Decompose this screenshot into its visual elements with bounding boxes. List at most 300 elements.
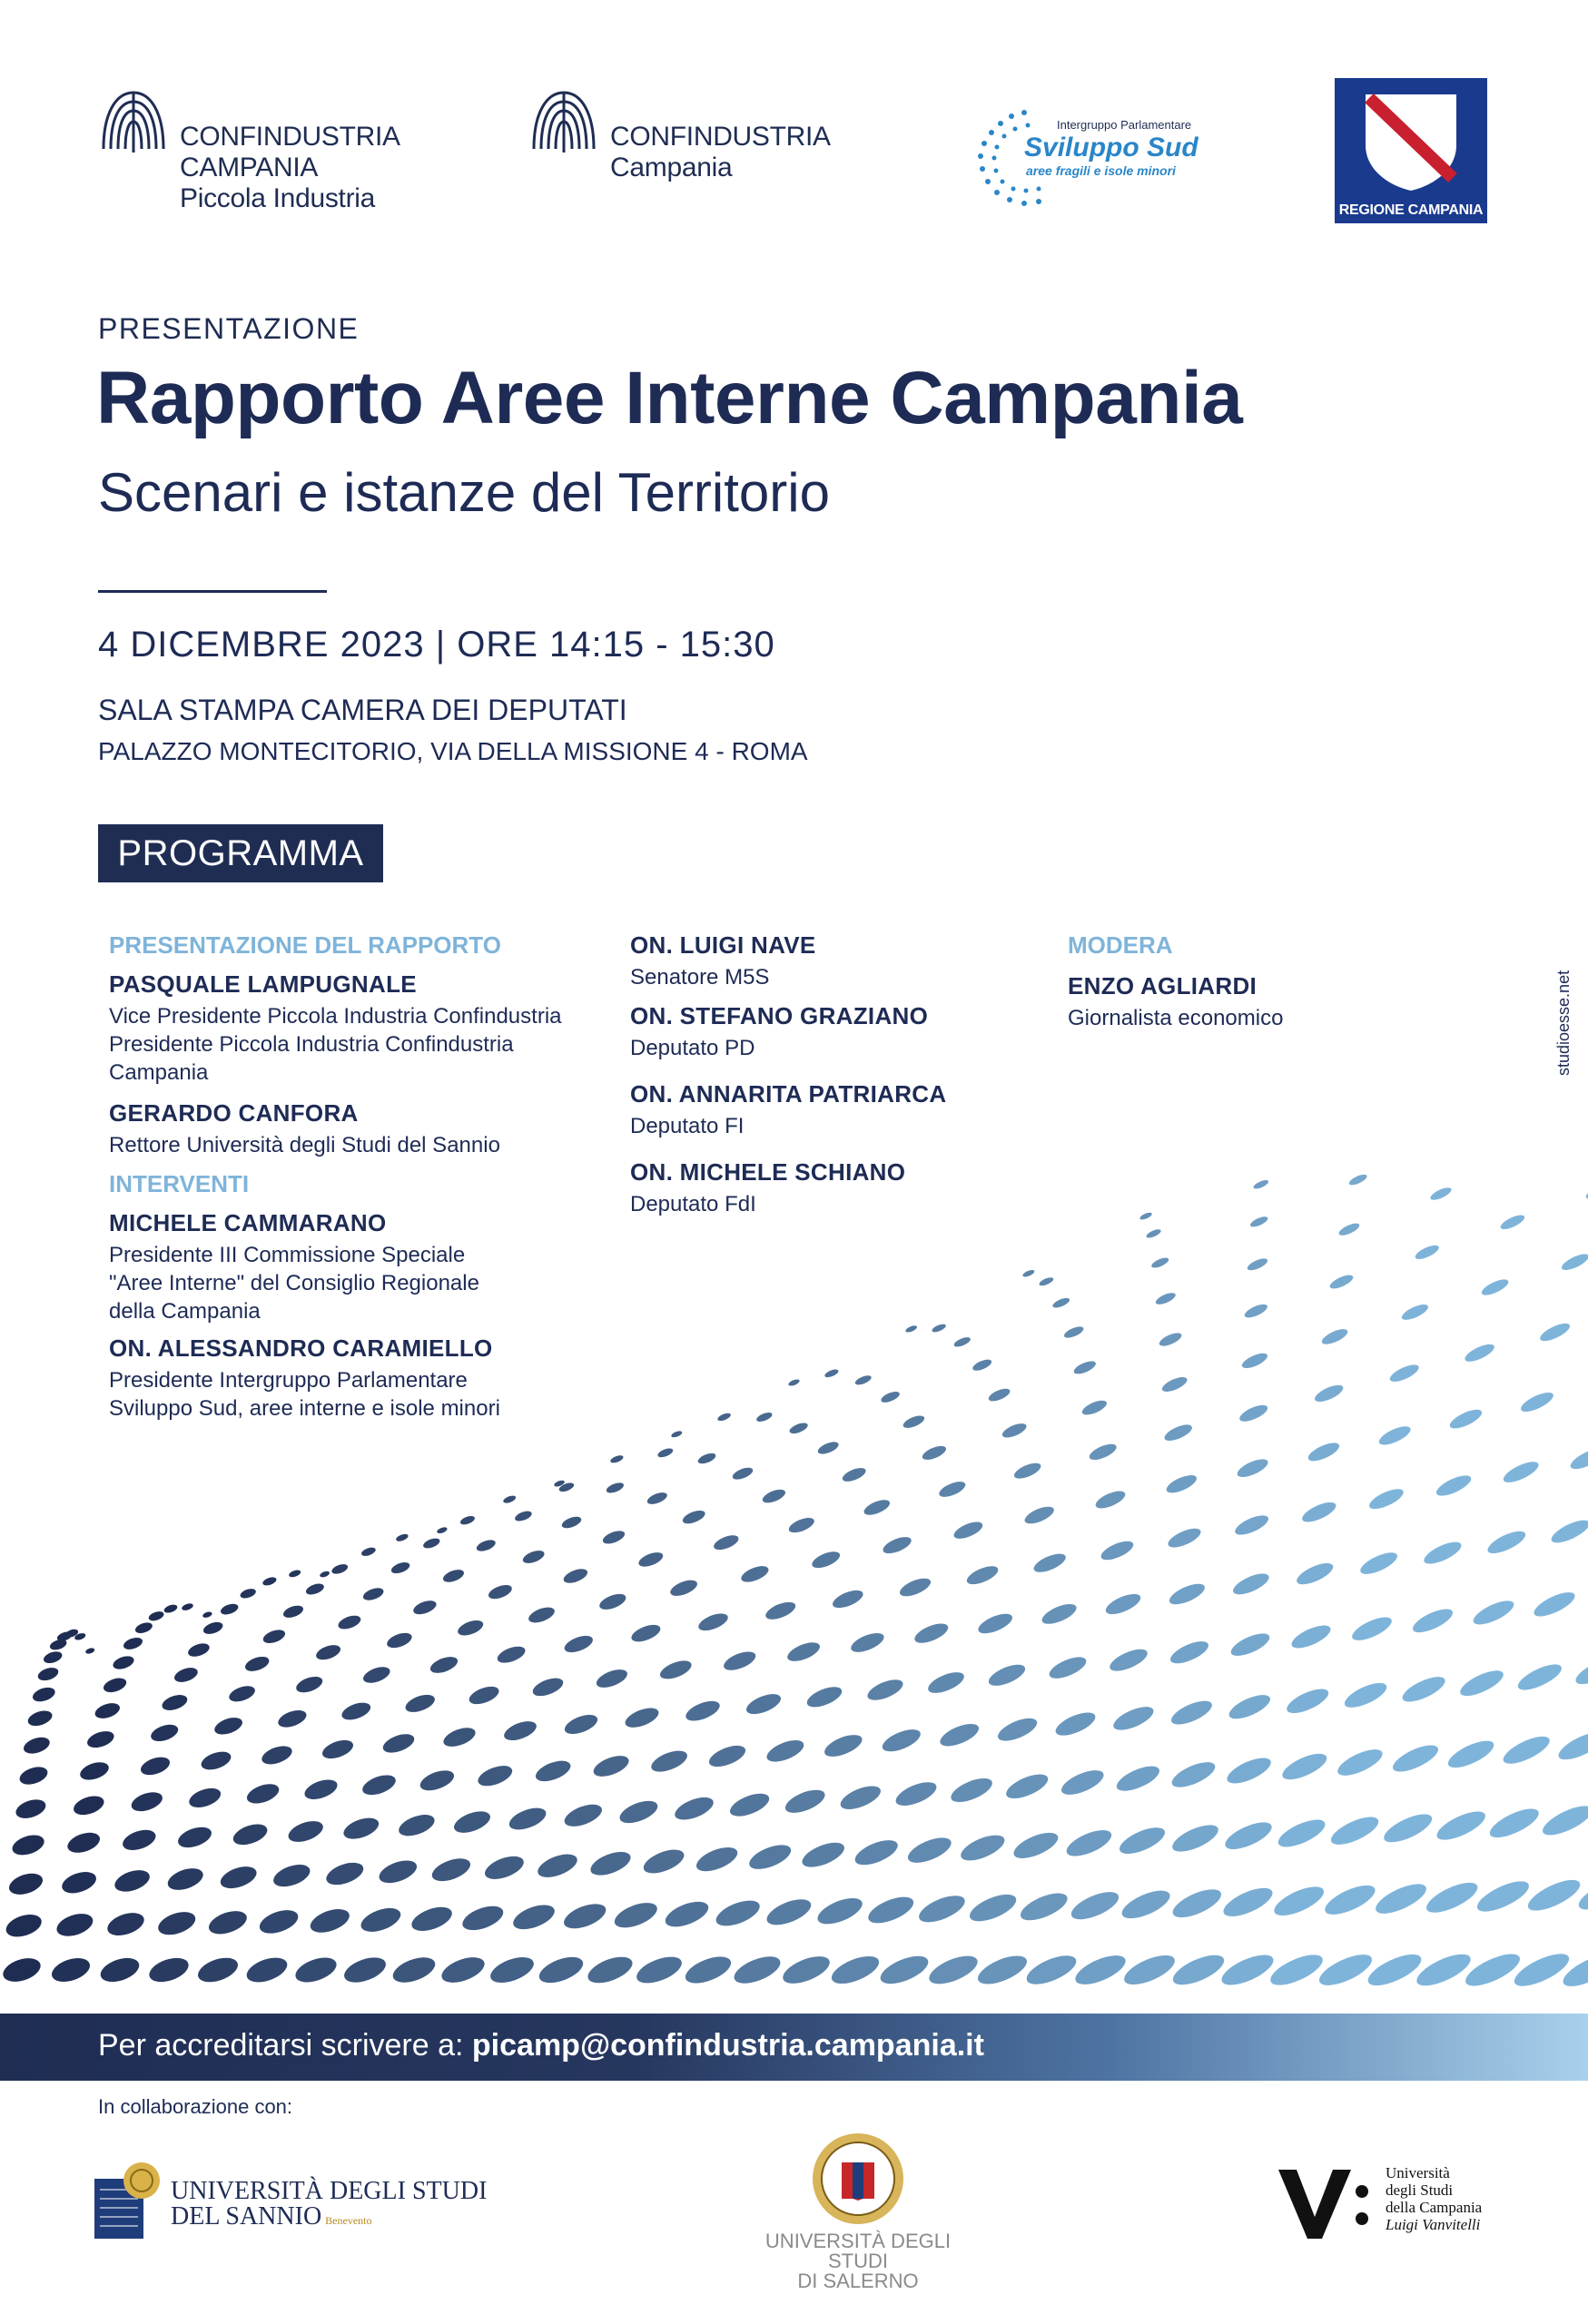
wave-dot [1031, 1550, 1069, 1576]
wave-dot [1484, 1527, 1528, 1558]
wave-dot [459, 1514, 476, 1526]
wave-dot [42, 1649, 64, 1666]
wave-dot [441, 1724, 478, 1750]
wave-dot [429, 1854, 473, 1886]
wave-dot [893, 1777, 940, 1810]
wave-dot [521, 1548, 546, 1566]
accreditation-prefix: Per accreditarsi scrivere a: [98, 2028, 472, 2063]
wave-dot [1062, 1324, 1085, 1340]
wave-dot [390, 1953, 439, 1988]
speaker-role: Presidente Intergruppo Parlamentare [109, 1368, 468, 1393]
wave-dot [696, 1610, 730, 1634]
collaboration-label: In collaborazione con: [98, 2095, 293, 2118]
wave-dot [163, 1603, 179, 1614]
wave-dot [764, 1599, 798, 1623]
wave-dot [1221, 1817, 1275, 1855]
wave-dot [1284, 1684, 1332, 1718]
wave-dot [636, 1550, 665, 1570]
wave-dot [799, 1837, 848, 1872]
wave-dot [129, 1788, 165, 1815]
wave-dot [1413, 1948, 1475, 1992]
wave-dot [1372, 1878, 1430, 1920]
wave-dot [1299, 1499, 1338, 1526]
wave-dot [147, 1610, 164, 1622]
wave-dot [441, 1567, 466, 1584]
wave-dot [487, 1952, 537, 1987]
wave-dot [1421, 1538, 1464, 1569]
wave-dot [912, 1620, 952, 1647]
wave-dot [390, 1561, 411, 1576]
wave-dot [1574, 1872, 1588, 1915]
section-heading: INTERVENTI [109, 1170, 250, 1197]
wave-dot [1539, 1800, 1588, 1841]
wave-dot [784, 1639, 822, 1665]
wave-dot [1389, 1740, 1442, 1777]
sannio-city: Benevento [325, 2214, 372, 2227]
wave-dot [436, 1526, 448, 1534]
wave-dot [921, 1443, 948, 1462]
speaker-role: Vice Presidente Piccola Industria Confindustria [109, 1004, 562, 1029]
speaker-name: PASQUALE LAMPUGNALE [109, 970, 417, 998]
wave-dot [395, 1532, 409, 1542]
speaker-role: Campania [109, 1060, 209, 1085]
wave-dot [1288, 1621, 1334, 1653]
wave-dot [1387, 1362, 1421, 1385]
wave-dot [1021, 1268, 1035, 1278]
wave-dot [672, 1793, 716, 1825]
wave-dot [837, 1781, 883, 1814]
wave-dot [925, 1950, 981, 1989]
wave-dot [1167, 1580, 1208, 1609]
wave-dot [783, 1786, 828, 1818]
wave-dot [966, 1889, 1020, 1927]
wave-dot [1093, 1488, 1128, 1512]
wave-dot [1169, 1696, 1216, 1728]
wave-dot [804, 1683, 844, 1711]
wave-dot [1334, 1744, 1386, 1780]
wave-dot [822, 1730, 865, 1761]
wave-dot [340, 1814, 381, 1843]
vanvitelli-line: degli Studi [1386, 2181, 1454, 2199]
wave-dot [1243, 1302, 1269, 1320]
wave-dot [6, 1869, 45, 1898]
wave-dot [380, 1730, 417, 1757]
wave-dot [1429, 1186, 1454, 1203]
wave-dot [1169, 1884, 1226, 1923]
wave-dot [881, 1533, 913, 1557]
kicker: PRESENTAZIONE [98, 312, 360, 345]
wave-dot [1038, 1275, 1054, 1287]
wave-dot [1150, 1256, 1170, 1269]
wave-dot [1162, 1422, 1194, 1444]
wave-dot [972, 1357, 993, 1373]
wave-dot [862, 1497, 892, 1518]
wave-dot [22, 1734, 52, 1757]
event-date: 4 DICEMBRE 2023 | ORE 14:15 - 15:30 [98, 625, 775, 665]
wave-dot [510, 1900, 558, 1935]
wave-dot [97, 1954, 142, 1986]
logo-line: CONFINDUSTRIA [610, 122, 831, 152]
wave-dot [787, 1378, 800, 1387]
speaker-name: ON. ALESSANDRO CARAMIELLO [109, 1334, 493, 1362]
wave-dot [1120, 1949, 1179, 1990]
wave-dot [314, 1642, 342, 1663]
wave-dot [995, 1714, 1041, 1746]
wave-dot [1486, 1803, 1543, 1843]
wave-dot [102, 1676, 128, 1695]
vanvitelli-line: Università [1386, 2164, 1450, 2181]
wave-dot [810, 1549, 843, 1571]
wave-dot [1226, 1690, 1273, 1724]
wave-dot [1107, 1645, 1150, 1676]
wave-dot [85, 1728, 116, 1751]
wave-dot [231, 1820, 270, 1848]
wave-dot [1022, 1503, 1056, 1527]
wave-dot [294, 1674, 325, 1696]
wave-dot [1573, 1653, 1588, 1689]
wave-dot [1327, 1811, 1382, 1850]
regione-label: REGIONE CAMPANIA [1335, 198, 1487, 223]
confindustria-piccola-industria-logo [98, 85, 400, 214]
speaker-name: ON. LUIGI NAVE [630, 931, 816, 959]
wave-dot [361, 1586, 385, 1603]
programma-heading: PROGRAMMA [98, 824, 383, 882]
wave-dot [611, 1897, 660, 1932]
wave-dot [320, 1737, 355, 1762]
wave-dot [814, 1893, 866, 1929]
wave-dot [830, 1587, 865, 1611]
speaker-role: Deputato FI [630, 1114, 745, 1138]
wave-dot [186, 1641, 211, 1659]
wave-dot [1166, 1524, 1204, 1551]
wave-dot [897, 1575, 932, 1600]
wave-dot [1463, 1341, 1496, 1365]
sannio-name [171, 2179, 487, 2233]
wave-dot [1364, 1948, 1425, 1992]
wave-dot [120, 1827, 158, 1855]
wave-dot [721, 1648, 758, 1674]
logo-line: CAMPANIA [180, 153, 319, 182]
wave-dot [560, 1899, 608, 1934]
wave-dot [904, 1833, 954, 1868]
wave-dot [787, 1515, 816, 1536]
sviluppo-sud-subtitle: aree fragili e isole minori [1026, 163, 1176, 178]
wave-dot [227, 1683, 257, 1705]
wave-dot [841, 1465, 868, 1484]
wave-dot [646, 1491, 668, 1507]
wave-dot [1275, 1814, 1329, 1852]
vanvitelli-name [1386, 2164, 1482, 2233]
wave-dot [1433, 1806, 1489, 1846]
wave-dot [616, 1797, 660, 1827]
wave-dot [1321, 1879, 1379, 1920]
wave-dot [467, 1683, 501, 1708]
wave-dot [560, 1514, 583, 1531]
wave-dot [1246, 1256, 1269, 1273]
wave-dot [149, 1721, 181, 1744]
wave-dot [1501, 1458, 1542, 1487]
wave-dot [31, 1685, 57, 1704]
logo-line: Piccola Industria [180, 183, 376, 213]
wave-dot [744, 1690, 784, 1718]
wave-dot [1366, 1485, 1406, 1513]
wave-dot [1087, 1441, 1119, 1462]
wave-dot [629, 1621, 663, 1645]
wave-dot [112, 1654, 136, 1672]
universita-vanvitelli-logo [1277, 2161, 1549, 2251]
wave-dot [731, 1951, 784, 1989]
wave-dot [681, 1508, 707, 1526]
wave-dot [1434, 1472, 1474, 1500]
wave-dot [104, 1908, 147, 1939]
wave-dot [761, 1487, 787, 1506]
wave-dot [360, 1771, 398, 1798]
wave-dot [260, 1742, 295, 1768]
wave-dot [195, 1954, 242, 1987]
wave-dot [1169, 1949, 1228, 1991]
wave-dot [731, 1465, 755, 1482]
wave-dot [199, 1748, 233, 1773]
wave-dot [527, 1604, 557, 1626]
wave-dot [219, 1601, 239, 1616]
wave-dot [330, 1562, 350, 1576]
wave-dot [288, 1569, 301, 1579]
wave-dot [1224, 1753, 1275, 1788]
wave-dot [1219, 1882, 1276, 1922]
wave-dot [585, 1952, 636, 1988]
moderator-name: ENZO AGLIARDI [1068, 972, 1258, 1000]
wave-dot [1145, 1227, 1162, 1239]
wave-dot [952, 1519, 985, 1542]
wave-dot [662, 1896, 712, 1932]
accreditation-text [98, 2028, 984, 2063]
wave-dot [1531, 1588, 1578, 1621]
wave-dot [1169, 1758, 1218, 1793]
wave-dot [1357, 1549, 1400, 1579]
speaker-role: Presidente Piccola Industria Confindustria [109, 1032, 514, 1057]
wave-dot [746, 1840, 794, 1874]
wave-dot [429, 1654, 460, 1677]
wave-dot [271, 1860, 313, 1891]
wave-dot [670, 1430, 683, 1439]
section-heading: MODERA [1068, 931, 1173, 959]
wave-dot [206, 1906, 250, 1938]
wave-dot [1510, 1947, 1573, 1992]
sannio-line2: DEL SANNIO [171, 2202, 322, 2230]
wave-dot [535, 1849, 580, 1882]
wave-dot [360, 1546, 377, 1558]
wave-dot [1524, 1874, 1584, 1916]
wave-dot [1072, 1359, 1098, 1377]
sviluppo-sud-small: Intergruppo Parlamentare [1057, 118, 1192, 132]
wave-dot [361, 1664, 392, 1686]
wave-dot [788, 1421, 809, 1435]
sannio-line1: UNIVERSITÀ DEGLI STUDI [171, 2177, 488, 2205]
wave-dot [244, 1780, 281, 1807]
wave-dot [319, 1571, 330, 1579]
wave-dot [931, 1323, 947, 1334]
wave-dot [937, 1479, 967, 1501]
wave-dot [14, 1797, 48, 1822]
wave-dot [974, 1950, 1031, 1990]
wave-dot [591, 1751, 632, 1780]
wave-dot [307, 1905, 352, 1937]
logo-line: CONFINDUSTRIA [180, 122, 400, 152]
sviluppo-sud-title: Sviluppo Sud [1024, 133, 1198, 162]
wave-dot [502, 1494, 517, 1504]
regione-shield-icon [1335, 78, 1487, 198]
wave-dot [536, 1952, 587, 1988]
wave-dot [292, 1953, 340, 1987]
wave-dot [1113, 1761, 1162, 1796]
wave-dot [668, 1577, 699, 1599]
wave-dot [1555, 1727, 1588, 1765]
accreditation-band [0, 2014, 1588, 2081]
speaker-role: Deputato FdI [630, 1192, 756, 1216]
wave-dot [487, 1582, 514, 1601]
wave-dot [987, 1386, 1011, 1403]
wave-dot [696, 1452, 717, 1466]
wave-dot [1306, 1439, 1342, 1464]
wave-dot [1294, 1559, 1336, 1589]
wave-dot [1313, 1382, 1346, 1405]
wave-dot [93, 1700, 122, 1721]
divider [98, 590, 327, 593]
wave-dot [340, 1953, 389, 1987]
wave-dot [1230, 1570, 1272, 1599]
wave-dot [439, 1952, 488, 1987]
wave-dot [133, 1620, 153, 1635]
wave-dot [925, 1668, 967, 1697]
wave-dot [112, 1866, 153, 1896]
wave-dot [1252, 1178, 1269, 1190]
salerno-name [745, 2231, 972, 2291]
wave-dot [26, 1708, 54, 1728]
speaker-role: Sviluppo Sud, aree interne e isole minori [109, 1396, 500, 1421]
wave-dot [1376, 1423, 1413, 1448]
speaker-name: GERARDO CANFORA [109, 1099, 359, 1127]
wave-dot [1017, 1887, 1071, 1925]
wave-dot [904, 1324, 918, 1334]
wave-dot [1560, 1251, 1588, 1274]
wave-dot [1347, 1173, 1368, 1187]
universita-salerno-logo [745, 2132, 972, 2292]
wave-dot [1218, 1949, 1277, 1991]
wave-dot [1058, 1766, 1107, 1800]
wave-dot [1158, 1330, 1183, 1348]
wave-dot [864, 1892, 917, 1929]
wave-dot [562, 1566, 589, 1586]
wave-dot [1279, 1748, 1330, 1785]
sviluppo-sud-logo [970, 98, 1198, 216]
wave-dot [138, 1754, 172, 1778]
wave-dot [202, 1610, 212, 1619]
wave-dot [1349, 1612, 1395, 1645]
wave-dot [816, 1440, 840, 1457]
wave-dot [848, 1630, 886, 1657]
wave-dot [1099, 1538, 1136, 1564]
salerno-line1: UNIVERSITÀ DEGLI STUDI [764, 2230, 952, 2272]
moderator-role: Giornalista economico [1068, 1006, 1284, 1030]
wave-dot [1568, 1444, 1588, 1473]
wave-dot [411, 1598, 438, 1617]
wave-dot [475, 1762, 515, 1790]
wave-dot [1228, 1629, 1272, 1660]
regione-campania-logo [1335, 78, 1487, 223]
wave-dot [323, 1858, 366, 1889]
speaker-name: MICHELE CAMMARANO [109, 1209, 387, 1236]
wave-dot [828, 1951, 883, 1990]
wave-dot [1052, 1708, 1098, 1740]
wave-dot [1160, 1374, 1189, 1394]
wave-dot [302, 1776, 340, 1803]
wave-dot [713, 1896, 764, 1931]
wave-dot [1518, 1389, 1555, 1415]
vanvitelli-line: Luigi Vanvitelli [1386, 2216, 1481, 2233]
wave-dot [146, 1954, 192, 1987]
speaker-name: ON. STEFANO GRAZIANO [630, 1002, 929, 1029]
wave-dot [49, 1954, 94, 1986]
dot-wave-decoration [0, 1171, 1588, 2015]
wave-dot [1480, 1276, 1511, 1298]
wave-dot [597, 1590, 628, 1612]
wave-dot [1232, 1512, 1270, 1539]
wave-dot [587, 1847, 634, 1880]
wave-dot [456, 1618, 485, 1639]
wave-dot [173, 1665, 200, 1685]
wave-dot [964, 1562, 1001, 1588]
wave-dot [1548, 1516, 1588, 1548]
wave-dot [418, 1767, 457, 1795]
wave-dot [54, 1909, 95, 1940]
wave-dot [779, 1951, 833, 1989]
wave-dot [1139, 1211, 1152, 1221]
wave-dot [358, 1904, 404, 1936]
wave-dot [764, 1736, 806, 1766]
wave-dot [605, 1481, 625, 1495]
venue-name: SALA STAMPA CAMERA DEI DEPUTATI [98, 694, 627, 726]
wave-dot [1461, 1947, 1524, 1992]
wave-dot [1414, 1243, 1441, 1262]
wave-dot [17, 1764, 50, 1787]
wave-dot [601, 1528, 626, 1546]
wave-dot [648, 1747, 690, 1776]
wave-dot [1012, 1460, 1043, 1482]
wave-dot [1119, 1885, 1174, 1924]
wave-dot [243, 1953, 291, 1986]
wave-dot [276, 1707, 309, 1730]
accreditation-email[interactable]: picamp@confindustria.campania.it [471, 2028, 984, 2063]
page-title: Rapporto Aree Interne Campania [96, 357, 1243, 439]
wave-dot [1023, 1950, 1080, 1990]
universita-sannio-logo [94, 2161, 488, 2242]
wave-dot [682, 1951, 735, 1988]
wave-dot [59, 1868, 99, 1897]
sannio-emblem-icon [94, 2161, 163, 2239]
wave-dot [243, 1654, 271, 1674]
speaker-role: Rettore Università degli Studi del Sannio [109, 1133, 500, 1157]
wave-dot [218, 1862, 260, 1892]
wave-dot [459, 1901, 507, 1935]
wave-dot [1080, 1398, 1109, 1418]
salerno-seal-icon [811, 2132, 905, 2226]
wave-dot [1116, 1822, 1169, 1859]
wave-dot [1457, 1666, 1507, 1701]
wave-dot [160, 1692, 189, 1713]
studio-credit: studioesse.net [1554, 970, 1573, 1076]
wave-dot [562, 1711, 600, 1738]
wave-dot [1154, 1291, 1177, 1307]
